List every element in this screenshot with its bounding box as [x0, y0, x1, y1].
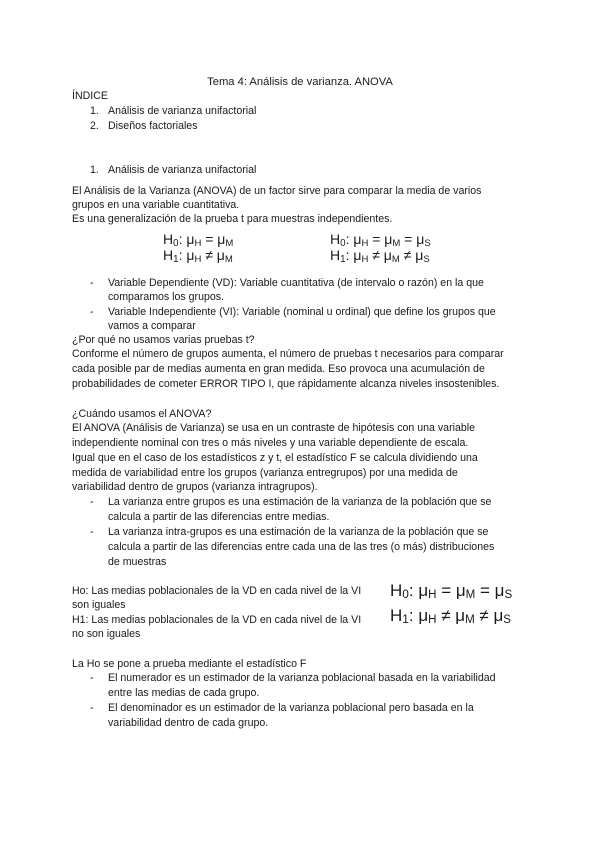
hypothesis-h1-line: H1: Las medias poblacionales de la VD en cada nivel de la VI [72, 614, 362, 626]
bullet-line: variabilidad dentro de cada grupo. [108, 717, 269, 729]
bullet-dash: - [90, 526, 94, 538]
bullet-dash: - [90, 277, 94, 289]
formula-h0-two-groups: $H_0$: μH = μM [163, 231, 234, 249]
section-number: 1. [90, 164, 99, 176]
hypothesis-h1-line: no son iguales [72, 628, 141, 640]
paragraph-line: La Ho se pone a prueba mediante el estadístico F [72, 658, 307, 670]
index-item-number: 1. [90, 105, 99, 117]
bullet-line: comparamos los grupos. [108, 291, 224, 303]
formula-h0-big: $H_0$: μH = μM = μS [390, 581, 513, 601]
bullet-line: La varianza intra-grupos es una estimación de la varianza de la población que se [108, 526, 489, 538]
index-item-label: Análisis de varianza unifactorial [108, 105, 257, 117]
bullet-dash: - [90, 672, 94, 684]
document-title: Tema 4: Análisis de varianza. ANOVA [207, 76, 393, 88]
bullet-line: El numerador es un estimador de la varianza poblacional basada en la variabilidad [108, 672, 496, 684]
bullet-dash: - [90, 306, 94, 318]
index-item-number: 2. [90, 120, 99, 132]
paragraph-line: Es una generalización de la prueba t para muestras independientes. [72, 213, 393, 225]
paragraph-line: Igual que en el caso de los estadísticos z y t, el estadístico F se calcula dividiendo una [72, 452, 478, 464]
bullet-line: vamos a comparar [108, 320, 196, 332]
bullet-line: Variable Independiente (VI): Variable (nominal u ordinal) que define los grupos que [108, 306, 496, 318]
section-heading: Análisis de varianza unifactorial [108, 164, 257, 176]
paragraph-line: independiente nominal con tres o más niveles y una variable dependiente de escala. [72, 437, 469, 449]
paragraph-line: El Análisis de la Varianza (ANOVA) de un factor sirve para comparar la media de varios [72, 185, 482, 197]
formula-h1-big: $H_1$: μH ≠ μM ≠ μS [390, 606, 511, 626]
formula-h1-two-groups: $H_1$: μH ≠ μM [163, 247, 233, 265]
paragraph-line: cada posible par de medias aumenta en gran medida. Eso provoca una acumulación de [72, 363, 485, 375]
bullet-line: calcula a partir de las diferencias entre cada una de las tres (o más) distribuciones [108, 541, 495, 553]
paragraph-line: variabilidad dentro de grupos (varianza intragrupos). [72, 481, 318, 493]
index-item-label: Diseños factoriales [108, 120, 198, 132]
bullet-line: Variable Dependiente (VD): Variable cuantitativa (de intervalo o razón) en la que [108, 277, 484, 289]
bullet-line: La varianza entre grupos es una estimación de la varianza de la población que se [108, 496, 492, 508]
bullet-dash: - [90, 702, 94, 714]
paragraph-line: grupos en una variable cuantitativa. [72, 199, 240, 211]
formula-h0-three-groups: $H_0$: μH = μM = μS [330, 231, 431, 249]
bullet-line: de muestras [108, 556, 167, 568]
bullet-line: entre las medias de cada grupo. [108, 687, 260, 699]
hypothesis-ho-line: Ho: Las medias poblacionales de la VD en cada nivel de la VI [72, 585, 362, 597]
bullet-dash: - [90, 496, 94, 508]
hypothesis-ho-line: son iguales [72, 599, 126, 611]
bullet-line: El denominador es un estimador de la varianza poblacional pero basada en la [108, 702, 474, 714]
bullet-line: calcula a partir de las diferencias entre medias. [108, 511, 330, 523]
formula-h1-three-groups: $H_1$: μH ≠ μM ≠ μS [330, 247, 430, 265]
index-heading: ÍNDICE [72, 90, 108, 102]
paragraph-line: Conforme el número de grupos aumenta, el número de pruebas t necesarios para comparar [72, 348, 504, 360]
question-heading: ¿Por qué no usamos varias pruebas t? [72, 334, 255, 346]
paragraph-line: probabilidades de cometer ERROR TIPO I, que rápidamente alcanza niveles insostenibles. [72, 378, 500, 390]
question-heading: ¿Cuándo usamos el ANOVA? [72, 408, 212, 420]
paragraph-line: El ANOVA (Análisis de Varianza) se usa en un contraste de hipótesis con una variable [72, 422, 475, 434]
paragraph-line: medida de variabilidad entre los grupos (varianza entregrupos) por una medida de [72, 467, 458, 479]
